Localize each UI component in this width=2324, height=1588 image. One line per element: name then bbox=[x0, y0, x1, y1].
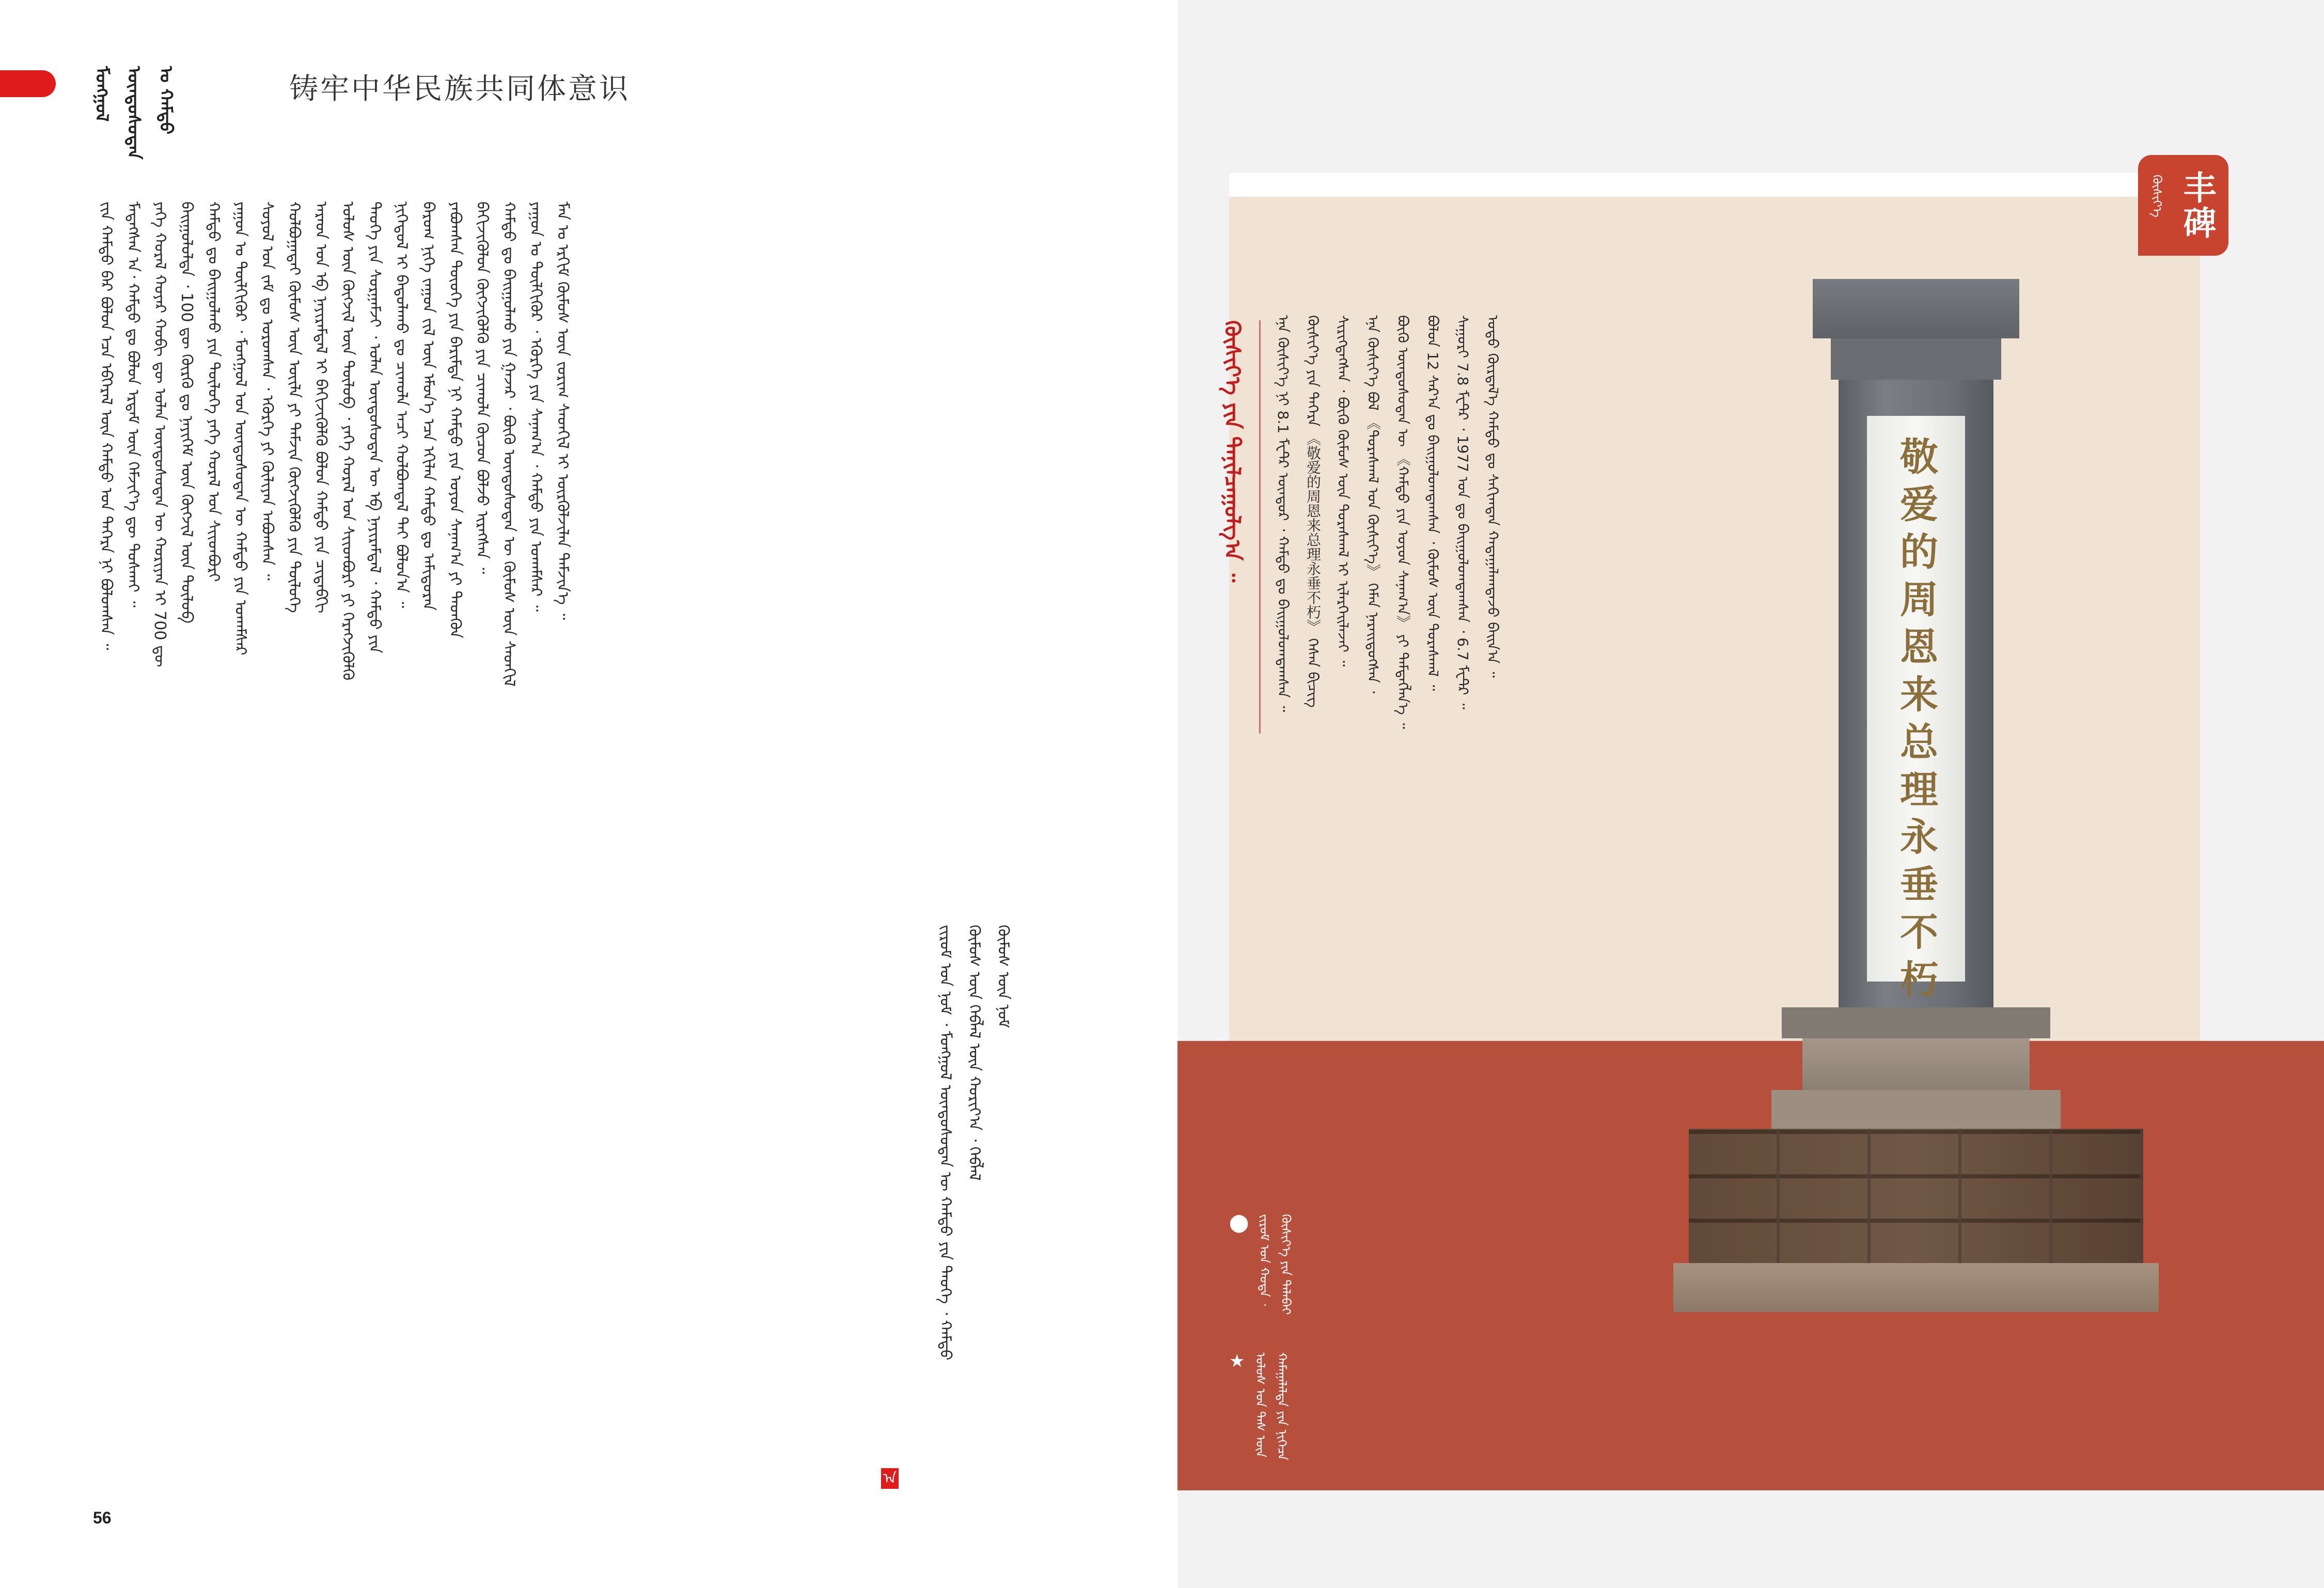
section-badge bbox=[2138, 155, 2228, 256]
location-place-line: ᠬᠥᠰᠢᠶ᠎ᠡ ᠶᠢᠨ ᠲᠠᠯᠠᠪᠠᠢ bbox=[1279, 1214, 1294, 1315]
body-column: ᠨᠢᠭᠡᠳᠦᠯ ᠢ ᠪᠠᠲᠤᠯᠠᠬᠤ ᠳᠤ ᠴᠢᠬᠤᠯᠠ ᠠᠴᠢ ᠬᠣᠯᠪᠣᠭᠳᠠᠯ ᠲᠠᠢ ᠪᠣᠯᠤᠨ᠎ᠠ ᠃ bbox=[392, 201, 411, 609]
intro-text bbox=[1276, 315, 1500, 971]
body-column: ᠮᠠᠨ ᠤ ᠡᠷᠬᠢᠮ ᠬᠦᠮᠦᠰ ᠦᠨ ᠵᠣᠷᠢᠭ ᠰᠡᠳᠬᠢᠯ ᠢ ᠦᠷᠭᠦᠯᠵᠢᠯᠡᠨ ᠳᠡᠮᠵᠢᠨ᠎ᠡ ᠃ bbox=[554, 201, 572, 620]
body-column: ᠲᠡᠦᠬᠡ ᠶᠢᠨ ᠰᠤᠷᠭᠠᠮᠵᠢ ᠂ ᠣᠯᠠᠨ ᠦᠨᠳᠦᠰᠦᠲᠡᠨ ᠦ ᠡᠪ ᠨᠠᠶᠢᠷᠠᠮᠳᠠᠯ ᠂ ᠬᠠᠮᠲᠤ ᠶᠢᠨ bbox=[366, 201, 384, 653]
map-pin-icon: ⬤ bbox=[1229, 1212, 1249, 1233]
body-column: ᠤᠯᠤᠰ ᠦᠨ ᠬᠥᠭᠵᠢᠯ ᠦᠨ ᠲᠥᠯᠦᠪ ᠂ ᠶᠡᠬᠡ ᠬᠤᠷᠠᠯ ᠤᠨ ᠰᠢᠢᠳᠪᠦᠷᠢ ᠶᠢ ᠬᠡᠷᠡᠭᠵᠢᠭᠦᠯᠬᠦ bbox=[339, 201, 357, 681]
monument-image bbox=[1684, 279, 2148, 1364]
intro-column: ᠰᠠᠭᠤᠷᠢ 7.8 ᠮᠧᠲᠷ ᠂ 1977 ᠣᠨ ᠳᠤ ᠪᠠᠢᠭᠤᠯᠤᠭᠳᠠᠭᠰᠠᠨ ᠂ 6.7 ᠮᠧᠲᠷ ᠃ bbox=[1454, 315, 1471, 710]
body-column: ᠪᠠᠢᠭᠤᠯᠤᠯᠲᠠ ᠂ 100 ᠳᠦ ᠬᠦᠷᠬᠦ ᠳᠤ ᠨᠡᠶᠢᠭᠡᠮ ᠦᠨ ᠬᠥᠭᠵᠢᠯ ᠦᠨ ᠲᠥᠯᠦᠪ bbox=[178, 201, 196, 624]
location-place bbox=[1229, 1214, 1292, 1343]
intro-column: ᠣᠳᠣ ᠬᠦᠷᠲᠡᠯ᠎ᠡ ᠬᠠᠮᠲᠤ ᠳᠤ ᠰᠠᠬᠢᠭᠳᠠᠨ ᠬᠠᠳᠠᠭᠠᠯᠠᠭᠳᠠᠵᠤ ᠪᠠᠢᠨ᠎ᠠ ᠃ bbox=[1484, 315, 1501, 678]
body-column: ᠬᠣᠯᠪᠣᠭᠠᠲᠠᠢ ᠬᠦᠮᠦᠰ ᠦᠨ ᠦᠢᠯᠡ ᠶᠢ ᠳᠡᠮᠵᠢᠨ ᠬᠥᠭᠵᠢᠭᠦᠯᠬᠦ ᠶᠢᠨ ᠲᠥᠯᠥᠭᠡ bbox=[285, 201, 303, 613]
citation-line: ᠬᠦᠮᠦᠰ ᠦᠨ ᠨᠣᠮ bbox=[994, 925, 1012, 1028]
red-page-tab bbox=[0, 70, 56, 97]
header-mongolian-line: ᠮᠣᠩᠭᠣᠯ bbox=[91, 66, 112, 122]
intro-title: ᠬᠥᠰᠢᠶ᠎ᠡ ᠶᠢᠨ ᠲᠠᠨᠢᠯᠴᠠᠭᠤᠯᠭ᠎ᠠ ᠃ bbox=[1220, 320, 1245, 583]
monument-plinth-joints bbox=[1689, 1129, 2143, 1263]
body-column: ᠬᠠᠮᠲᠤ ᠳᠤ ᠪᠠᠢᠭᠤᠯᠬᠤ ᠶᠢᠨ ᠭᠠᠵᠠᠷ ᠂ ᠪᠦᠬᠦ ᠦᠨᠳᠦᠰᠦᠲᠡᠨ ᠦ ᠬᠦᠮᠦᠰ ᠦᠨ ᠰᠡᠳᠬᠢᠯ bbox=[500, 201, 518, 687]
body-column: ᠮᠡᠳᠡᠭᠰᠡᠨ ᠠ᠂ ᠬᠠᠮᠲᠤ ᠳᠤ ᠪᠣᠯᠤᠨ ᠡᠷᠳᠡᠮ ᠦᠨ ᠬᠡᠮᠵᠢᠶ᠎ᠡ ᠳᠦ ᠲᠤᠰᠬᠠᠢ ᠃ bbox=[124, 201, 142, 608]
end-mark-icon: ᠠ bbox=[881, 1468, 899, 1489]
body-column: ᠪᠠᠷᠤᠭ ᠨᠢᠭᠡ ᠵᠠᠭᠤᠨ ᠵᠢᠯ ᠦᠨ ᠡᠮᠦᠨ᠎ᠡ ᠡᠴᠡ ᠡᠬᠢᠯᠡᠨ ᠬᠠᠮᠲᠤ ᠳᠤ ᠠᠮᠢᠳᠤᠷᠠᠨ bbox=[419, 201, 437, 611]
badge-chinese: 丰碑 bbox=[2177, 170, 2217, 241]
body-column: ᠶᠠᠪᠤᠭᠰᠠᠨ ᠲᠦᠦᠬᠡ ᠶᠢᠨ ᠪᠠᠷᠢᠮᠲᠠ ᠨᠢ ᠬᠠᠮᠲᠤ ᠶᠢᠨ ᠣᠶᠤᠨ ᠰᠠᠨᠠᠭ᠎ᠠ ᠶᠢ ᠲᠡᠳᠬᠦᠨ bbox=[446, 201, 464, 639]
location-level-line: ᠬᠠᠮᠠᠭᠠᠯᠠᠯᠲᠠ ᠶᠢᠨ ᠨᠢᠭᠡᠴᠡ bbox=[1275, 1352, 1290, 1460]
location-level bbox=[1229, 1352, 1292, 1482]
monument-cap bbox=[1813, 279, 2019, 338]
monument-cap-lower bbox=[1831, 338, 2001, 380]
intro-title-rule bbox=[1259, 320, 1261, 734]
intro-column: ᠡᠨᠡ ᠬᠥᠰᠢᠶ᠎ᠡ ᠪᠣᠯ 《ᠳᠤᠷᠠᠰᠬᠠᠯ ᠤᠨ ᠬᠥᠰᠢᠶ᠎ᠡ》 ᠬᠡᠮᠡᠨ ᠨᠡᠷᠡᠢᠳᠦᠭᠰᠡᠨ ᠂ bbox=[1364, 315, 1381, 694]
body-column: ᠵᠢᠨ ᠬᠠᠮᠲᠤ ᠪᠡᠷ ᠪᠣᠯᠤᠨ ᠡᠴᠡ ᠡᠪᠬᠡᠷᠡᠯ ᠦᠨ ᠬᠠᠮᠲᠤ ᠤᠨ ᠳᠡᠭᠡᠷᠡ ᠨᠢ ᠪᠣᠯᠤᠭᠰᠠᠨ ᠃ bbox=[97, 201, 115, 650]
citation-line: ᠵᠢᠷᠤᠮ ᠤᠨ ᠨᠣᠮ ᠂ ᠮᠣᠩᠭᠣᠯ ᠦᠨᠳᠦᠰᠦᠲᠡᠨ ᠦ ᠬᠠᠮᠲᠤ ᠶᠢᠨ ᠲᠡᠦᠬᠡ ᠂ ᠬᠠᠮᠲᠤ bbox=[936, 925, 954, 1361]
monument-base-step bbox=[1782, 1007, 2050, 1038]
monument-panel bbox=[1867, 416, 1965, 1007]
intro-column: ᠪᠣᠯᠤᠨ 12 ᠰᠠᠷ᠎ᠠ ᠳᠤ ᠪᠠᠢᠭᠤᠯᠤᠭᠳᠠᠭᠰᠠᠨ ᠂ ᠬᠦᠮᠦᠰ ᠦᠨ ᠳᠤᠷᠠᠰᠬᠠᠯ ᠃ bbox=[1424, 315, 1441, 691]
monument-base-step bbox=[1771, 1090, 2061, 1129]
location-place-line: ᠵᠢᠷᠤᠮ ᠤᠨ ᠬᠣᠲᠠ ᠂ bbox=[1257, 1214, 1272, 1306]
intro-column: ᠬᠥᠰᠢᠶ᠎ᠡ ᠶᠢᠨ ᠳᠡᠭᠡᠷᠡ 《敬爱的周恩来总理永垂不朽》 ᠭᠡᠰᠡᠨ ᠪᠢᠴᠢᠭ bbox=[1305, 315, 1322, 708]
intro-column: ᠰᠢᠷᠢᠭᠳᠡᠭᠰᠡᠨ ᠂ ᠪᠦᠬᠦ ᠬᠦᠮᠦᠰ ᠦᠨ ᠳᠤᠷᠠᠰᠬᠠᠯ ᠢ ᠢᠯᠡᠷᠬᠡᠢᠯᠡᠵᠡᠢ ᠃ bbox=[1334, 315, 1352, 667]
monument-foot bbox=[1673, 1263, 2159, 1312]
body-column: ᠰᠣᠶᠣᠯ ᠤᠨ ᠵᠠᠮ ᠳᠤ ᠣᠷᠣᠭᠰᠠᠨ ᠂ ᠡᠭᠦᠷᠭᠡ ᠶᠢ ᠬᠦᠯᠢᠶᠡᠨ ᠠᠪᠤᠭᠰᠠᠨ ᠃ bbox=[258, 201, 276, 581]
monument-inscription: 敬爱的周恩来总理永垂不朽 bbox=[1894, 437, 1938, 1007]
star-icon: ★ bbox=[1229, 1351, 1245, 1372]
body-column: ᠠᠷᠠᠳ ᠤᠨ ᠡᠪ ᠨᠠᠶᠢᠷᠠᠮᠳᠠᠯ ᠢ ᠪᠡᠬᠢᠵᠢᠭᠦᠯᠬᠦ ᠪᠣᠯᠤᠨ ᠬᠠᠮᠲᠤ ᠶᠢᠨ ᠴᠢᠳᠠᠪᠬᠢ bbox=[312, 201, 330, 613]
body-column: ᠶᠠᠭᠤᠨ ᠤ ᠲᠦᠯᠬᠢᠭᠦᠷ ᠂ ᠡᠭᠦᠷᠭᠡ ᠶᠢᠨ ᠰᠠᠨᠠᠭ᠎ᠠ ᠂ ᠬᠠᠮᠲᠤ ᠶᠢᠨ ᠤᠬᠠᠮᠰᠠᠷ ᠃ bbox=[527, 201, 545, 612]
location-info bbox=[1229, 1214, 1292, 1482]
body-column: ᠶᠡᠬᠡ ᠬᠤᠷᠠᠯ ᠬᠣᠶᠠᠷ ᠬᠤᠪᠢ ᠳᠦ ᠣᠯᠠᠨ ᠦᠨᠳᠦᠰᠦᠲᠡᠨ ᠦ ᠬᠣᠷᠢᠶᠠᠨ ᠢ 700 ᠳᠦ bbox=[151, 201, 169, 667]
header-mongolian-line: ᠦᠨᠳᠦᠰᠦᠲᠡᠨ bbox=[123, 66, 144, 160]
citation-line: ᠬᠦᠮᠦᠰ ᠦᠨ ᠬᠡᠪᠯᠡᠯ ᠦᠨ ᠬᠣᠷᠢᠶ᠎ᠠ ᠂ ᠬᠡᠪᠯᠡᠯ bbox=[965, 925, 983, 1181]
page-number: 56 bbox=[93, 1508, 112, 1527]
monument-base-step bbox=[1802, 1038, 2030, 1090]
body-column: ᠶᠠᠭᠤᠨ ᠤ ᠲᠦᠯᠬᠢᠭᠦᠷ ᠂ ᠮᠣᠩᠭᠣᠯ ᠤᠨ ᠦᠨᠳᠦᠰᠦᠲᠡᠨ ᠦ ᠬᠠᠮᠲᠤ ᠶᠢᠨ ᠤᠬᠠᠮᠰᠠᠷ bbox=[231, 201, 249, 656]
body-text bbox=[98, 201, 976, 1524]
location-level-line: ᠤᠯᠤᠰ ᠤᠨ ᠳᠡᠰ ᠦᠨ bbox=[1253, 1352, 1268, 1458]
body-column: ᠪᠡᠬᠢᠵᠢᠭᠦᠯᠦᠨ ᠬᠥᠭᠵᠢᠭᠦᠯᠬᠦ ᠶᠢᠨ ᠴᠢᠬᠤᠯᠠ ᠬᠦᠴᠦᠨ ᠪᠣᠯᠵᠤ ᠢᠷᠡᠭᠰᠡᠨ ᠃ bbox=[473, 201, 491, 574]
citation-block bbox=[937, 925, 1011, 1431]
intro-column: ᠡᠨᠡ ᠬᠥᠰᠢᠶ᠎ᠡ ᠨᠢ 8.1 ᠮᠧᠲᠷ ᠥᠨᠳᠥᠷ ᠂ ᠬᠠᠮᠲᠤ ᠳᠤ ᠪᠠᠢᠭᠤᠯᠤᠭᠳᠠᠭᠰᠠᠨ ᠃ bbox=[1275, 315, 1292, 712]
header-mongolian bbox=[91, 66, 176, 160]
badge-mongolian: ᠬᠥᠰᠢᠶ᠎ᠡ bbox=[2149, 174, 2164, 217]
header-title: 铸牢中华民族共同体意识 bbox=[289, 72, 630, 106]
body-column: ᠬᠠᠮᠲᠤ ᠳᠤ ᠪᠠᠢᠭᠤᠯᠬᠤ ᠶᠢᠨ ᠲᠥᠯᠥᠭᠡ ᠶᠡᠬᠡ ᠬᠤᠷᠠᠯ ᠤᠨ ᠰᠢᠢᠳᠪᠦᠷᠢ bbox=[205, 201, 223, 582]
header-mongolian-line: ᠤ ᠬᠠᠮᠲᠤ bbox=[155, 66, 176, 135]
intro-column: ᠪᠦᠬᠦ ᠦᠨᠳᠦᠰᠦᠲᠡᠨ ᠦ 《ᠬᠠᠮᠲᠤ ᠶᠢᠨ ᠣᠶᠤᠨ ᠰᠠᠨᠠᠭ᠎ᠠ》 ᠶᠢ ᠲᠡᠮᠳᠡᠭᠯᠡᠨ᠎ᠡ ᠃ bbox=[1394, 315, 1411, 729]
